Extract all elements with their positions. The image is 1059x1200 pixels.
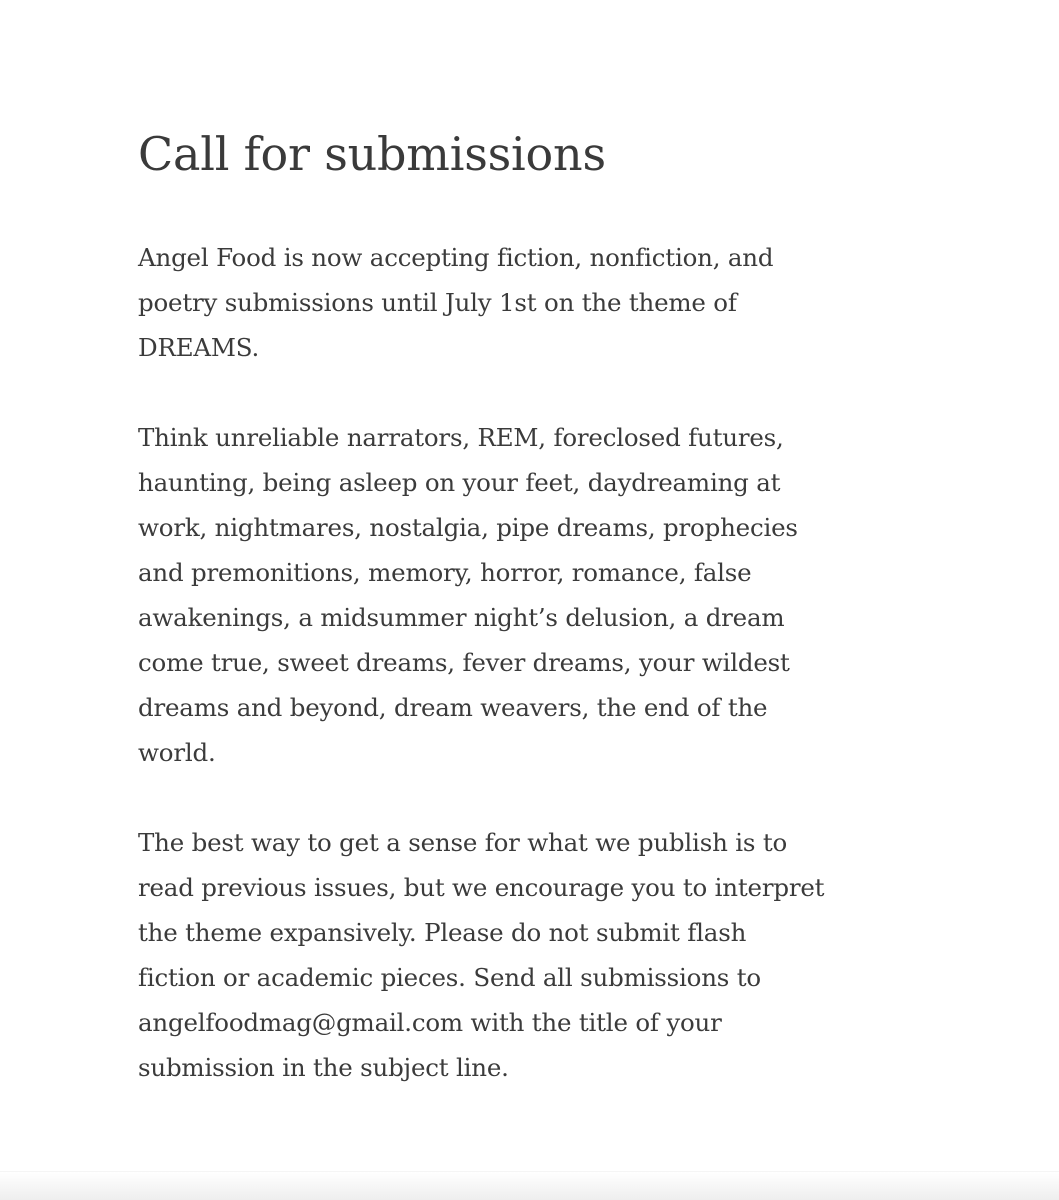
page-title: Call for submissions (138, 127, 606, 181)
theme-paragraph: Think unreliable narrators, REM, foreclosed futures, haunting, being asleep on your feet, daydreaming at work, nightmares, nostalgia, pipe dreams, prophecies and premonitions, memory, horror, romance, false awakenings, a midsummer night’s delusion, a dream come true, sweet dreams, fever dreams, your wildest dreams and beyond, dream weavers, the end of the world. (138, 423, 798, 767)
page-content (138, 235, 828, 1090)
intro-paragraph: Angel Food is now accepting fiction, nonfiction, and poetry submissions until July 1st on the theme of DREAMS. (138, 243, 774, 362)
guidelines-paragraph: The best way to get a sense for what we publish is to read previous issues, but we encourage you to interpret the theme expansively. Please do not submit flash fiction or academic pieces. Send all submissions to angelfoodmag@gmail.com with the title of your submission in the subject line. (138, 828, 825, 1082)
submission-page (138, 125, 828, 1135)
bottom-fade (0, 1171, 1059, 1200)
